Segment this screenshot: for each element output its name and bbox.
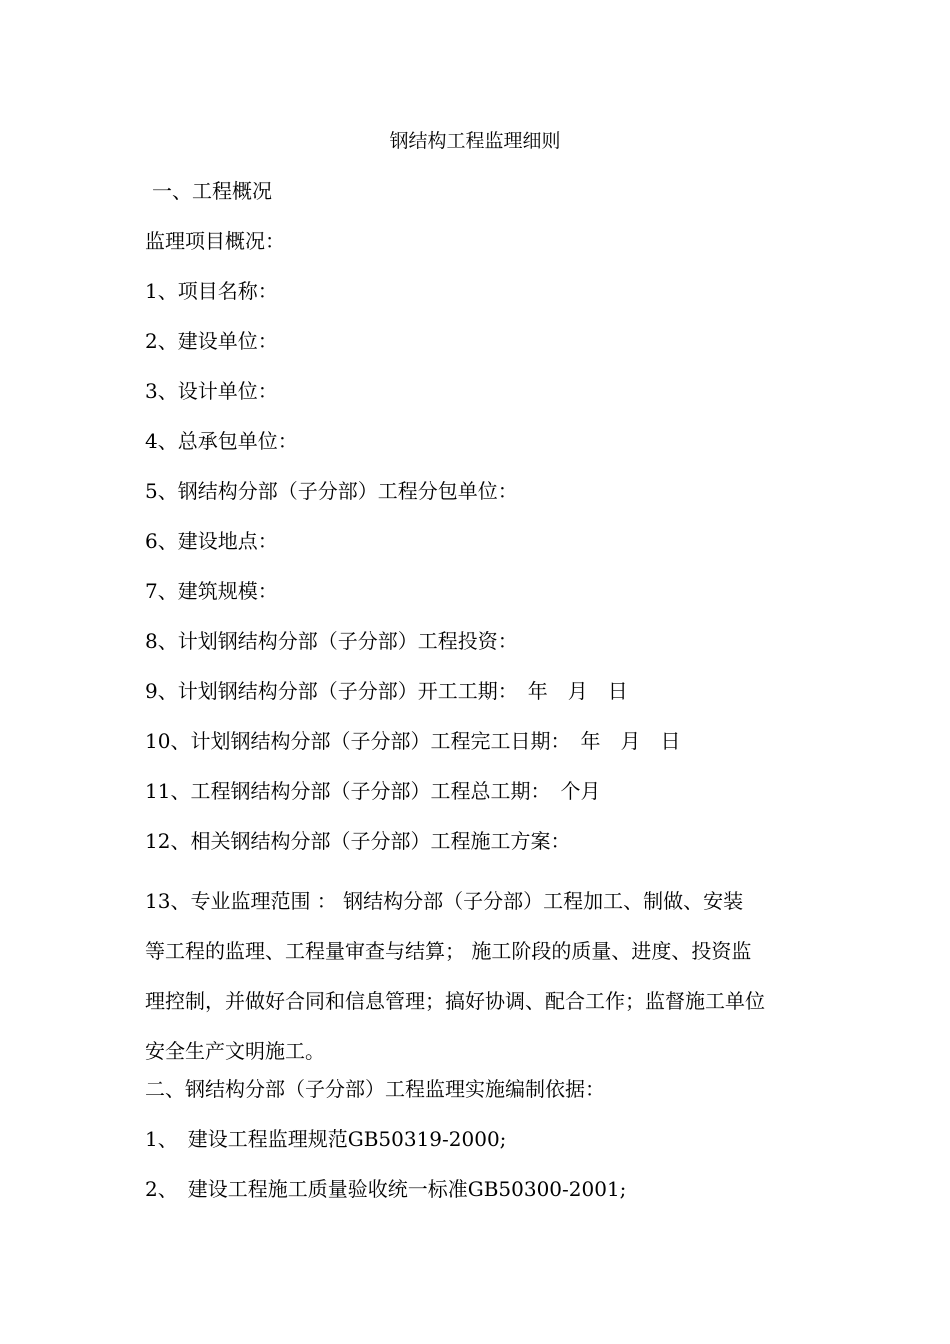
item-project-name: 1、项目名称：	[145, 279, 278, 303]
item-subcontractor: 5、钢结构分部（子分部）工程分包单位：	[145, 479, 518, 503]
item-construction-plan: 12、相关钢结构分部（子分部）工程施工方案：	[145, 829, 571, 853]
item-building-scale: 7、建筑规模：	[145, 579, 278, 603]
document-title: 钢结构工程监理细则	[389, 130, 561, 152]
item-design-unit: 3、设计单位：	[145, 379, 278, 403]
item-planned-investment: 8、计划钢结构分部（子分部）工程投资：	[145, 629, 518, 653]
basis-item: 1、 建设工程监理规范GB50319-2000;	[145, 1127, 507, 1151]
scope-line: 安全生产文明施工。	[145, 1039, 325, 1063]
project-overview-subheading: 监理项目概况：	[145, 229, 285, 253]
item-completion-date: 10、计划钢结构分部（子分部）工程完工日期： 年 月 日	[145, 729, 681, 753]
scope-line: 13、专业监理范围 ： 钢结构分部（子分部）工程加工、制做、安装	[145, 889, 744, 913]
basis-item: 2、 建设工程施工质量验收统一标准GB50300-2001;	[145, 1177, 627, 1201]
item-site-location: 6、建设地点：	[145, 529, 278, 553]
section-heading-overview: 一、工程概况	[152, 179, 272, 203]
item-total-duration: 11、工程钢结构分部（子分部）工程总工期： 个月	[145, 779, 601, 803]
scope-line: 等工程的监理、工程量审查与结算； 施工阶段的质量、进度、投资监	[145, 939, 752, 963]
item-supervision-scope	[145, 876, 810, 1076]
section-heading-basis: 二、钢结构分部（子分部）工程监理实施编制依据：	[145, 1077, 605, 1101]
item-construction-unit: 2、建设单位：	[145, 329, 278, 353]
item-start-date: 9、计划钢结构分部（子分部）开工工期： 年 月 日	[145, 679, 628, 703]
scope-line: 理控制，并做好合同和信息管理；搞好协调、配合工作；监督施工单位	[145, 989, 765, 1013]
item-general-contractor: 4、总承包单位：	[145, 429, 298, 453]
